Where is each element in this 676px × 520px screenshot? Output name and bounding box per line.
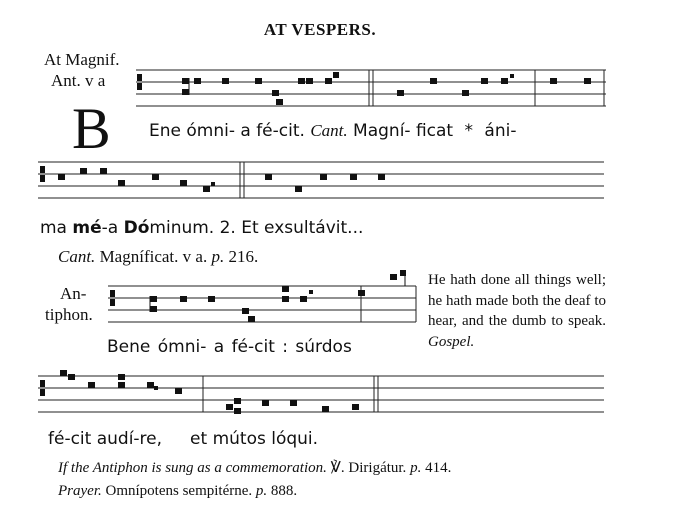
prayer-text: Omnípotens sempitérne.: [105, 483, 253, 499]
versicle-symbol: ℣.: [330, 460, 345, 476]
antiphon-lyrics-line-1: Bene ómni- a fé-cit : súrdos: [107, 337, 352, 357]
lyric-fecit-audire: fé-cit audí-re,: [48, 429, 163, 449]
notes-staff-1: [182, 72, 591, 105]
rubric-ant-label: Ant.: [51, 71, 81, 90]
dirigatur-page: 414.: [425, 460, 452, 476]
lyric-a: -a: [101, 218, 119, 238]
lyric-ma: ma: [40, 218, 67, 238]
lyric-me: mé: [72, 218, 102, 238]
rubric-an: An-: [60, 284, 87, 303]
lyric-ani: áni-: [484, 121, 517, 141]
translation-text: He hath done all things well; he hath made both the deaf to hear, and the dumb to speak.: [428, 272, 606, 329]
initial-letter: B: [72, 96, 111, 161]
rubric-tiphon: tiphon.: [45, 305, 93, 324]
staff-4: [38, 376, 604, 412]
lyric-magnificat: Magní- ficat: [353, 121, 454, 141]
dirigatur-text: Dirigátur.: [348, 460, 407, 476]
notes-staff-4: [60, 370, 359, 414]
cant-ref-label: Cant.: [58, 247, 96, 266]
mode-label: v a: [85, 71, 106, 90]
commemoration-rubric: If the Antiphon is sung as a commemoration.: [58, 460, 327, 476]
lyric-do: Dó: [123, 218, 150, 238]
lyric-minum: minum.: [149, 218, 215, 238]
cant-ref-mode: v a.: [182, 247, 208, 266]
staff-3: [108, 286, 416, 322]
cant-ref-page: 216.: [228, 247, 259, 266]
prayer-page: 888.: [270, 483, 298, 499]
clefs: [40, 74, 142, 396]
notes-staff-3: [150, 270, 406, 322]
lyric-syllables: Ene ómni- a fé-cit.: [149, 121, 305, 141]
notes-staff-2: [58, 168, 385, 192]
dirigatur-page-label: p.: [410, 460, 422, 476]
bar-lines: [203, 70, 604, 412]
rubric-at-magnif: At Magnif.: [44, 50, 120, 69]
cant-ref-page-label: p.: [211, 247, 225, 266]
prayer-page-label: p.: [255, 483, 268, 499]
page-title: AT VESPERS.: [263, 20, 377, 39]
verse-number: 2.: [219, 218, 236, 238]
cant-label: Cant.: [310, 121, 348, 140]
cant-ref-text: Magníficat.: [99, 247, 179, 266]
prayer-label: Prayer.: [58, 483, 102, 499]
translation-source: Gospel.: [428, 333, 475, 350]
asterisk: *: [464, 121, 474, 141]
lyric-et-mutos: et mútos lóqui.: [190, 429, 319, 449]
lyric-exsultavit: Et exsultávit...: [241, 218, 364, 238]
